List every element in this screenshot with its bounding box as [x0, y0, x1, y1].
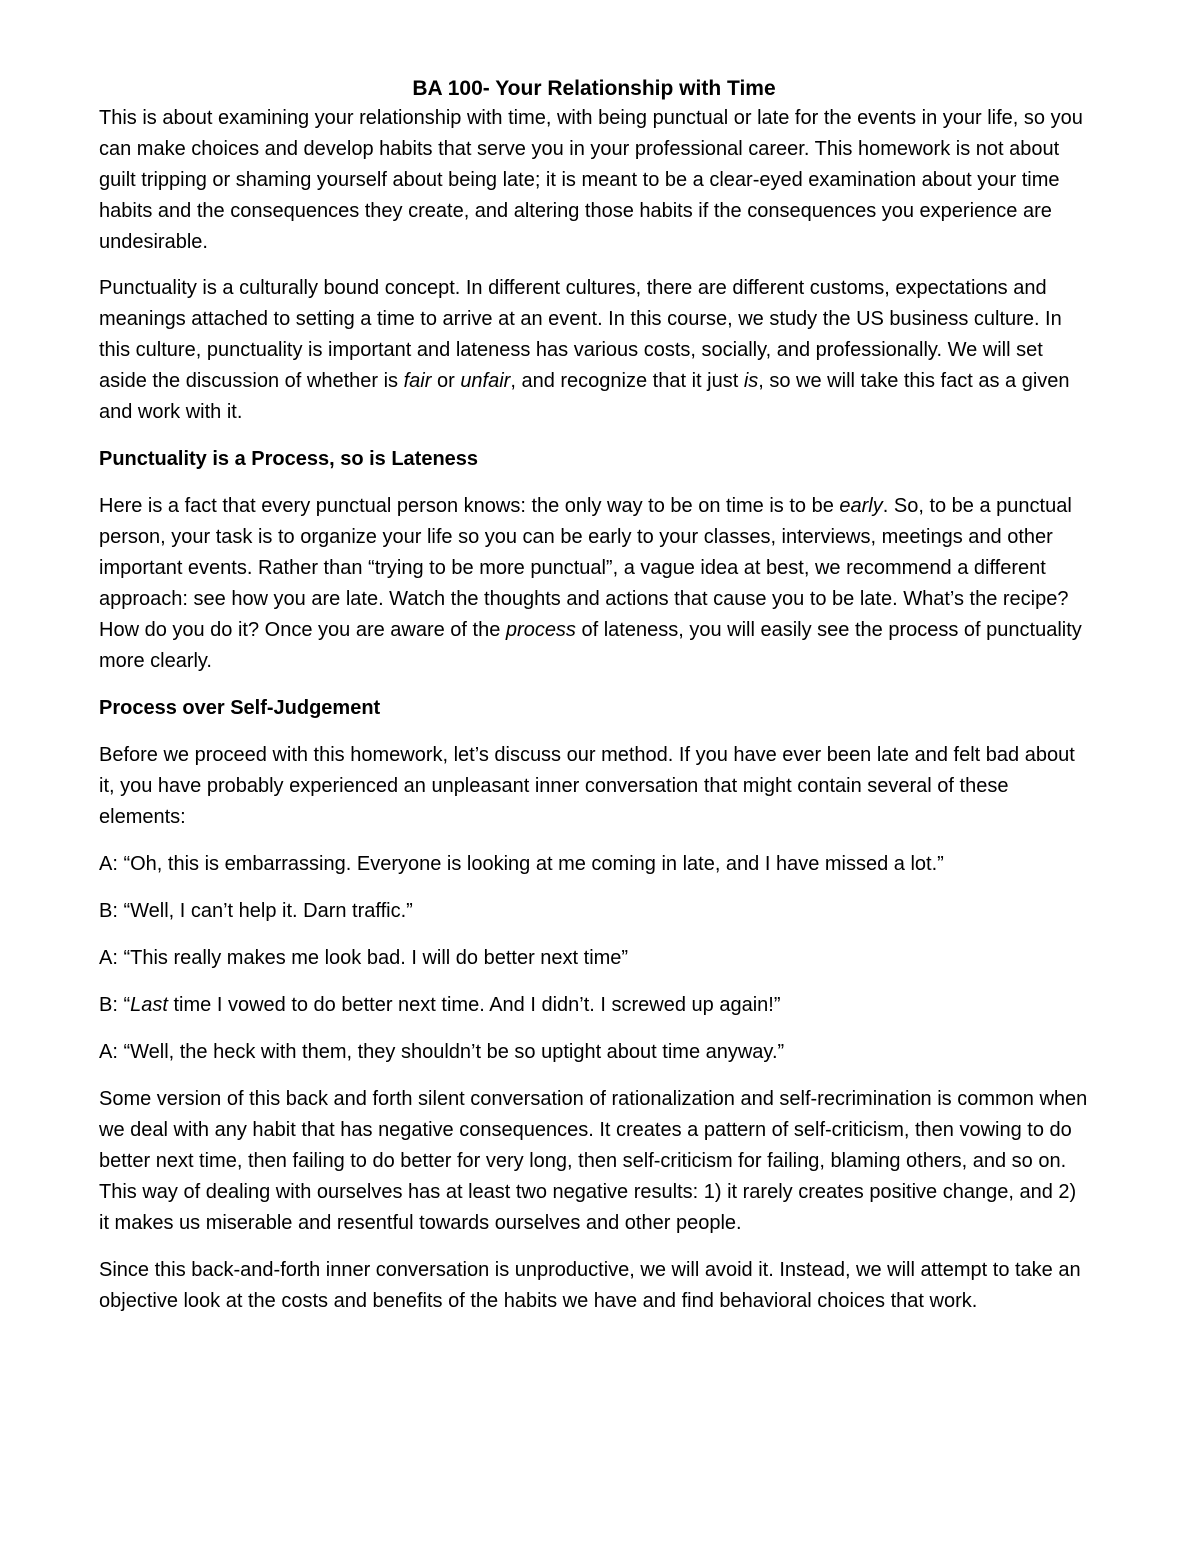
dialogue-b2-rest: time I vowed to do better next time. And I didn’t. I screwed up again!”	[167, 994, 781, 1016]
heading-process: Punctuality is a Process, so is Lateness	[99, 448, 479, 470]
dialogue-b2-last: Last	[130, 994, 168, 1016]
culture-text-2: , and recognize that it just	[510, 370, 744, 392]
method-paragraph: Before we proceed with this homework, let’s discuss our method. If you have ever been late and felt bad about it, you have probably experienced an unpleasant inner conversation that might contain several of these elements:	[99, 744, 1075, 828]
dialogue-b2-prefix: B: “	[99, 994, 131, 1016]
dialogue-b2	[99, 990, 1089, 1021]
culture-fair: fair	[403, 370, 432, 392]
culture-text-1: Punctuality is a culturally bound concept. In different cultures, there are different customs, expectations and meanings attached to setting a time to arrive at an event. In this course, we study the US business culture. In this culture, punctuality is important and lateness has various costs, socially, and professionally. We will set aside the discussion of whether is	[99, 277, 1062, 392]
document-title: BA 100- Your Relationship with Time	[412, 77, 776, 100]
dialogue-a2: A: “This really makes me look bad. I will do better next time”	[99, 947, 629, 969]
conclusion-paragraph: Since this back-and-forth inner conversation is unproductive, we will avoid it. Instead, we will attempt to take an objective look at the costs and benefits of the habits we have and find behavioral choices that work.	[99, 1259, 1081, 1312]
process-paragraph	[99, 491, 1089, 677]
heading-judgement: Process over Self-Judgement	[99, 697, 381, 719]
culture-paragraph	[99, 273, 1089, 428]
culture-text-3: , so we will take this fact as a given and work with it.	[99, 370, 1070, 423]
culture-is: is	[743, 370, 759, 392]
culture-unfair: unfair	[460, 370, 511, 392]
process-text-3: of lateness, you will easily see the process of punctuality more clearly.	[99, 619, 1082, 672]
dialogue-a3: A: “Well, the heck with them, they shouldn’t be so uptight about time anyway.”	[99, 1041, 785, 1063]
process-word: process	[505, 619, 576, 641]
process-early: early	[839, 495, 883, 517]
intro-paragraph: This is about examining your relationship with time, with being punctual or late for the events in your life, so you can make choices and develop habits that serve you in your professional career. This homework is not about guilt tripping or shaming yourself about being late; it is meant to be a clear-eyed examination about your time habits and the consequences they create, and altering those habits if the consequences you experience are undesirable.	[99, 107, 1083, 253]
culture-or: or	[431, 370, 461, 392]
dialogue-a1: A: “Oh, this is embarrassing. Everyone is looking at me coming in late, and I have missed a lot.”	[99, 853, 944, 875]
document-page	[99, 74, 1089, 1333]
dialogue-b1: B: “Well, I can’t help it. Darn traffic.”	[99, 900, 413, 922]
process-text-2: . So, to be a punctual person, your task is to organize your life so you can be early to your classes, interviews, meetings and other important events. Rather than “trying to be more punctual”, a vague idea at best, we recommend a different approach: see how you are late. Watch the thoughts and actions that cause you to be late. What’s the recipe? How do you do it? Once you are aware of the	[99, 495, 1072, 641]
rationalization-paragraph: Some version of this back and forth silent conversation of rationalization and self-recrimination is common when we deal with any habit that has negative consequences. It creates a pattern of self-criticism, then vowing to do better next time, then failing to do better for very long, then self-criticism for failing, blaming others, and so on. This way of dealing with ourselves has at least two negative results: 1) it rarely creates positive change, and 2) it makes us miserable and resentful towards ourselves and other people.	[99, 1088, 1088, 1234]
process-text-1: Here is a fact that every punctual person knows: the only way to be on time is to be	[99, 495, 840, 517]
